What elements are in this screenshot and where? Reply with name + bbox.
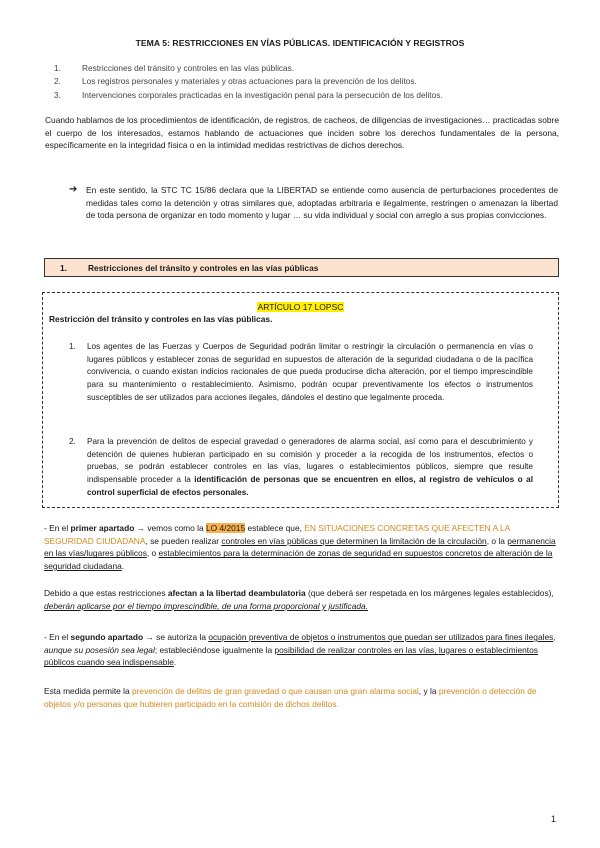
commentary-restrictions: Debido a que estas restricciones afectan a la libertad deambulatoria (que deberá ser respetada en los márgenes legales establecidos), deberán aplicarse por el tiempo imprescindible, de una forma proporcional y justificada. xyxy=(44,588,554,611)
commentary-second-section: - En el segundo apartado → se autoriza la ocupación preventiva de objetos o instrumentos que puedan ser utilizados para fines ilegales, aunque su posesión sea legal; estableciéndose igualmente la posibilidad de realizar controles en las vías, lugares o establecimientos públicos cuando sea indispensable. xyxy=(44,632,556,668)
article-box xyxy=(42,292,559,508)
document-title: TEMA 5: RESTRICCIONES EN VÍAS PÚBLICAS. IDENTIFICACIÓN Y REGISTROS xyxy=(135,38,465,48)
table-of-contents xyxy=(54,62,574,102)
commentary-measure: Esta medida permite la prevención de delitos de gran gravedad o que causan una gran alarma social, y la prevención o detección de objetos y/o personas que hubieren participado en la comisión de dichos delitos. xyxy=(44,686,537,709)
article-title: ARTÍCULO 17 LOPSC xyxy=(257,302,344,312)
commentary-first-section: - En el primer apartado → vemos como la LO 4/2015 establece que, EN SITUACIONES CONCRETAS QUE AFECTEN A LA SEGURIDAD CIUDADANA, se pueden realizar controles en vías públicas que determinen la limitación de la circulación, o la permanencia en las vías/lugares públicos, o establecimientos para la determinación de zonas de seguridad en supuestos concretos de alteración de la seguridad ciudadana. xyxy=(44,523,556,572)
toc-item: 1. Restricciones del tránsito y controles en las vías públicas. xyxy=(54,63,295,73)
page-number: 1 xyxy=(550,814,556,824)
article-subtitle: Restricción del tránsito y controles en las vías públicas. xyxy=(49,314,273,324)
arrow-bullet-icon: ➔ xyxy=(69,184,78,195)
arrow-paragraph: ➔ En este sentido, la STC TC 15/86 declara que la LIBERTAD se entiende como ausencia de perturbaciones procedentes de medidas tales como la detención y otras similares que, adoptadas arbitraria e ilegalmente, restringen o amenazan la libertad de toda persona de organizar en todo momento y lugar … su vida individual y social con arreglo a sus propias convicciones. xyxy=(69,184,558,221)
law-highlight: LO 4/2015 xyxy=(206,523,246,533)
toc-item: 2. Los registros personales y materiales y otras actuaciones para la prevención de los delitos. xyxy=(54,76,417,87)
article-item: 1. Los agentes de las Fuerzas y Cuerpos de Seguridad podrán limitar o restringir la circulación o permanencia en vías o lugares públicos y establecer zonas de seguridad en supuestos de alteración de la seguridad ciudadana o de la pacífica convivencia, o cuando existan indicios racionales de que pueda producirse dicha alteración, por el tiempo imprescindible para su mantenimiento o restablecimiento. Asimismo, podrán ocupar preventivamente los efectos o instrumentos susceptibles de ser utilizados para acciones ilegales, dándoles el destino que legalmente proceda. xyxy=(69,342,533,402)
article-item: 2. Para la prevención de delitos de especial gravedad o generadores de alarma social, así como para el descubrimiento y detención de quienes hubieran participado en su comisión y proceder a la recogida de los instrumentos, efectos o pruebas, se podrán establecer controles en las vías, lugares o establecimientos públicos, siempre que resulte indispensable proceder a la identificación de personas que se encuentren en ellos, al registro de vehículos o al control superficial de efectos personales. xyxy=(69,437,533,497)
section-heading-bar: 1. Restricciones del tránsito y controles en las vías públicas xyxy=(44,258,559,277)
intro-paragraph: Cuando hablamos de los procedimientos de identificación, de registros, de cacheos, de diligencias de investigaciones… practicadas sobre el cuerpo de los interesados, estamos hablando de actuaciones que inciden sobre los derechos fundamentales de la persona, específicamente en la integridad física o en la intimidad medidas restrictivas de dichos derechos. xyxy=(45,115,559,151)
toc-item: 3. Intervenciones corporales practicadas en la investigación penal para la persecución de los delitos. xyxy=(54,89,443,100)
